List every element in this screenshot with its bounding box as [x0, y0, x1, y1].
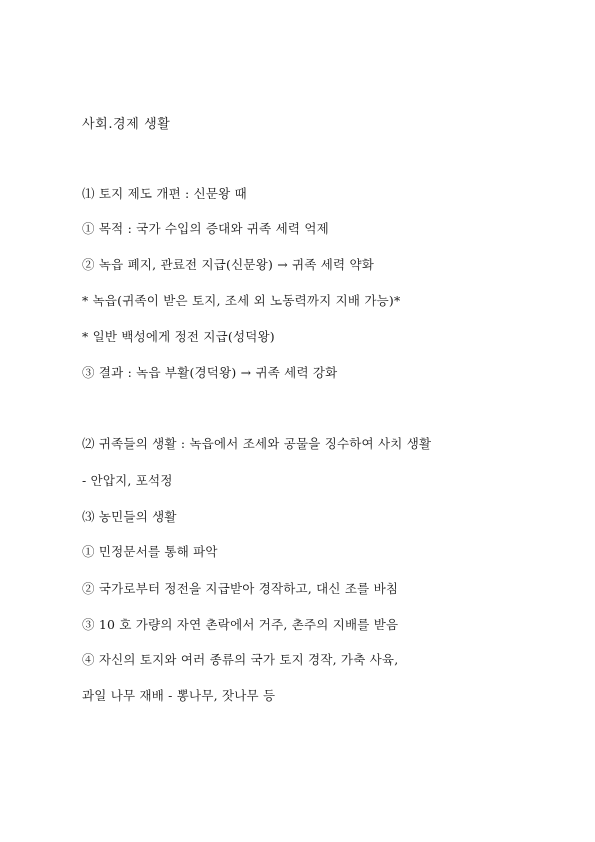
text-line: ③ 결과 : 녹읍 부활(경덕왕) → 귀족 세력 강화 — [82, 365, 338, 380]
section-heading-land-reform: ⑴ 토지 제도 개편 : 신문왕 때 — [82, 186, 247, 201]
text-line: - 안압지, 포석정 — [82, 473, 173, 488]
text-line: ② 녹읍 폐지, 관료전 지급(신문왕) → 귀족 세력 약화 — [82, 257, 375, 272]
text-line: ① 민정문서를 통해 파악 — [82, 544, 218, 559]
text-line: 과일 나무 재배 - 뽕나무, 잣나무 등 — [82, 688, 276, 703]
section-heading-peasants-life: ⑶ 농민들의 생활 — [82, 509, 177, 524]
page-title: 사회.경제 생활 — [82, 117, 171, 132]
text-line: ④ 자신의 토지와 여러 종류의 국가 토지 경작, 가축 사육, — [82, 652, 399, 667]
text-line: ① 목적 : 국가 수입의 증대와 귀족 세력 억제 — [82, 221, 329, 236]
section-heading-nobles-life: ⑵ 귀족들의 생활 : 녹읍에서 조세와 공물을 징수하여 사치 생활 — [82, 436, 432, 451]
text-line: ② 국가로부터 정전을 지급받아 경작하고, 대신 조를 바침 — [82, 581, 399, 596]
note-line: * 녹읍(귀족이 받은 토지, 조세 외 노동력까지 지배 가능)* — [82, 293, 401, 308]
note-line: * 일반 백성에게 정전 지급(성덕왕) — [82, 329, 275, 344]
text-line: ③ 10 호 가량의 자연 촌락에서 거주, 촌주의 지배를 받음 — [82, 617, 399, 632]
